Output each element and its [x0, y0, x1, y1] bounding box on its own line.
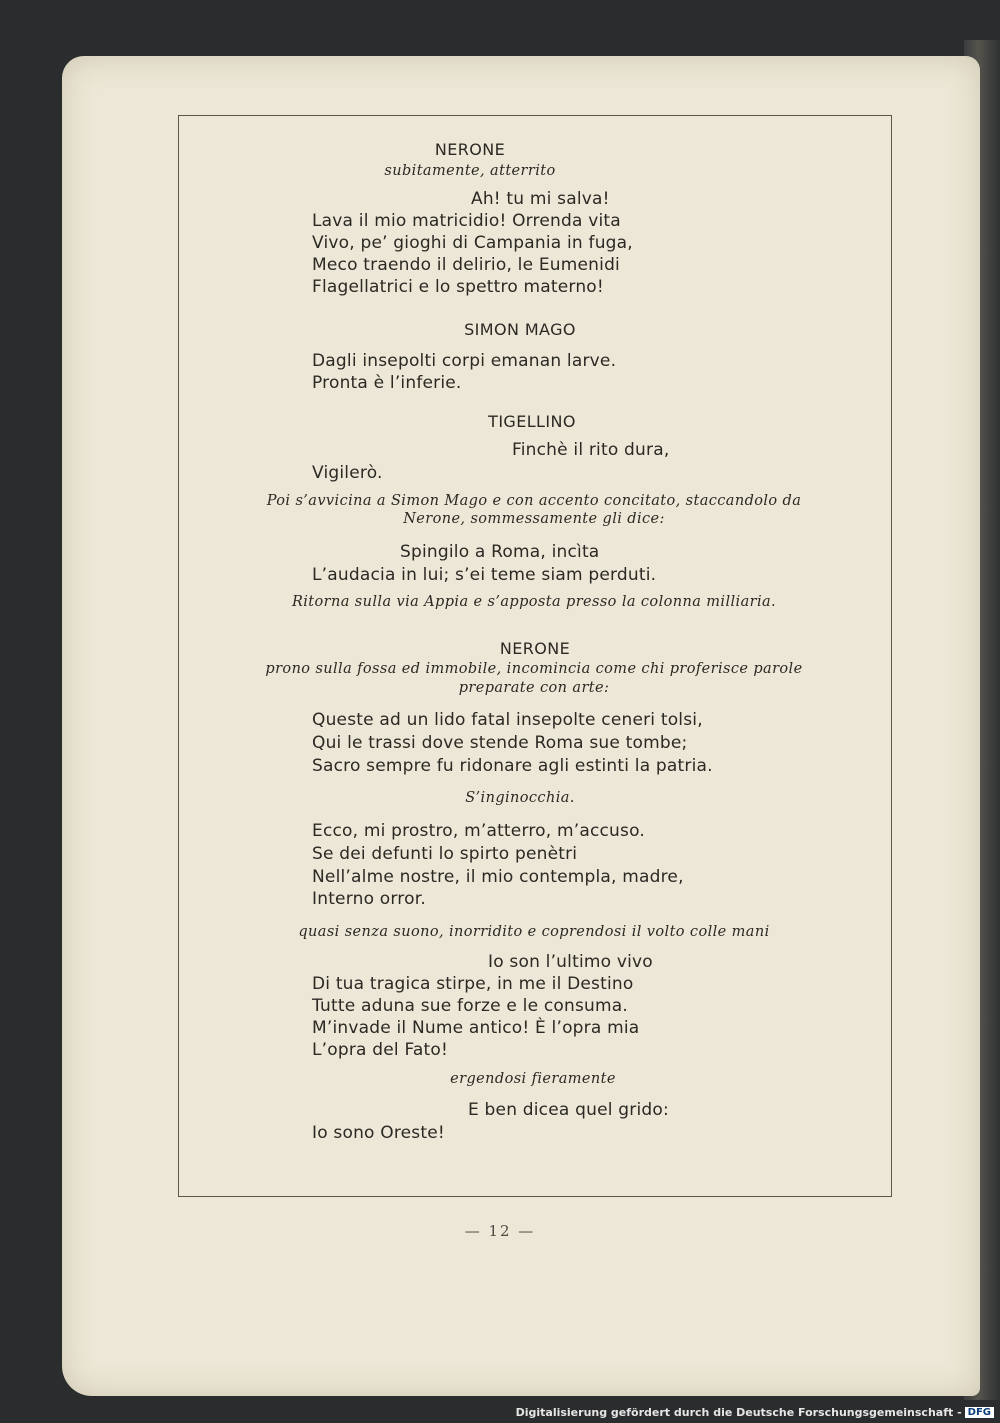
verse-line: Io sono Oreste!: [312, 1123, 445, 1143]
verse-line: Finchè il rito dura,: [512, 440, 670, 460]
speaker-name: NERONE: [434, 140, 506, 159]
verse-line: L’opra del Fato!: [312, 1040, 448, 1060]
stage-direction: prono sulla fossa ed immobile, incomincia come chi proferisce parole: [265, 661, 803, 677]
stage-direction: quasi senza suono, inorridito e coprendosi il volto colle mani: [298, 924, 770, 940]
stage-direction: Nerone, sommessamente gli dice:: [403, 511, 665, 527]
stage-direction: S’inginocchia.: [465, 790, 575, 806]
verse-line: Meco traendo il delirio, le Eumenidi: [312, 255, 620, 275]
verse-line: Vigilerò.: [312, 463, 383, 483]
credit-text: Digitalisierung gefördert durch die Deutsche Forschungsgemeinschaft -: [515, 1406, 962, 1419]
verse-line: Interno orror.: [312, 889, 426, 909]
stage-direction: preparate con arte:: [458, 680, 610, 696]
verse-line: E ben dicea quel grido:: [468, 1100, 669, 1120]
dfg-logo: DFG: [965, 1407, 994, 1418]
verse-line: L’audacia in lui; s’ei teme siam perduti.: [312, 565, 657, 585]
stage-direction: subitamente, atterrito: [384, 163, 556, 179]
verse-line: Di tua tragica stirpe, in me il Destino: [312, 974, 634, 994]
speaker-name: SIMON MAGO: [464, 320, 576, 339]
speaker-name: TIGELLINO: [488, 412, 576, 431]
stage-direction: ergendosi fieramente: [450, 1071, 616, 1087]
verse-line: Io son l’ultimo vivo: [488, 952, 653, 972]
page-number: — 12 —: [464, 1222, 536, 1240]
verse-line: Pronta è l’inferie.: [312, 373, 462, 393]
verse-line: Nell’alme nostre, il mio contempla, madre,: [312, 867, 684, 887]
verse-line: M’invade il Nume antico! È l’opra mia: [312, 1018, 640, 1038]
verse-line: Se dei defunti lo spirto penètri: [312, 844, 578, 864]
speaker-name: NERONE: [499, 639, 571, 658]
digitization-credit: [516, 1406, 994, 1419]
verse-line: Lava il mio matricidio! Orrenda vita: [312, 211, 621, 231]
verse-line: Spingilo a Roma, incìta: [400, 542, 600, 562]
stage-direction: Ritorna sulla via Appia e s’apposta presso la colonna milliaria.: [291, 594, 777, 610]
verse-line: Queste ad un lido fatal insepolte ceneri tolsi,: [312, 710, 703, 730]
verse-line: Flagellatrici e lo spettro materno!: [312, 277, 604, 297]
verse-line: Sacro sempre fu ridonare agli estinti la patria.: [312, 756, 713, 776]
stage-direction: Poi s’avvicina a Simon Mago e con accento concitato, staccandolo da: [266, 493, 802, 509]
verse-line: Ecco, mi prostro, m’atterro, m’accuso.: [312, 821, 645, 841]
verse-line: Vivo, pe’ gioghi di Campania in fuga,: [312, 233, 633, 253]
verse-line: Ah! tu mi salva!: [471, 189, 610, 209]
verse-line: Qui le trassi dove stende Roma sue tombe;: [312, 733, 688, 753]
verse-line: Tutte aduna sue forze e le consuma.: [312, 996, 628, 1016]
verse-line: Dagli insepolti corpi emanan larve.: [312, 351, 617, 371]
